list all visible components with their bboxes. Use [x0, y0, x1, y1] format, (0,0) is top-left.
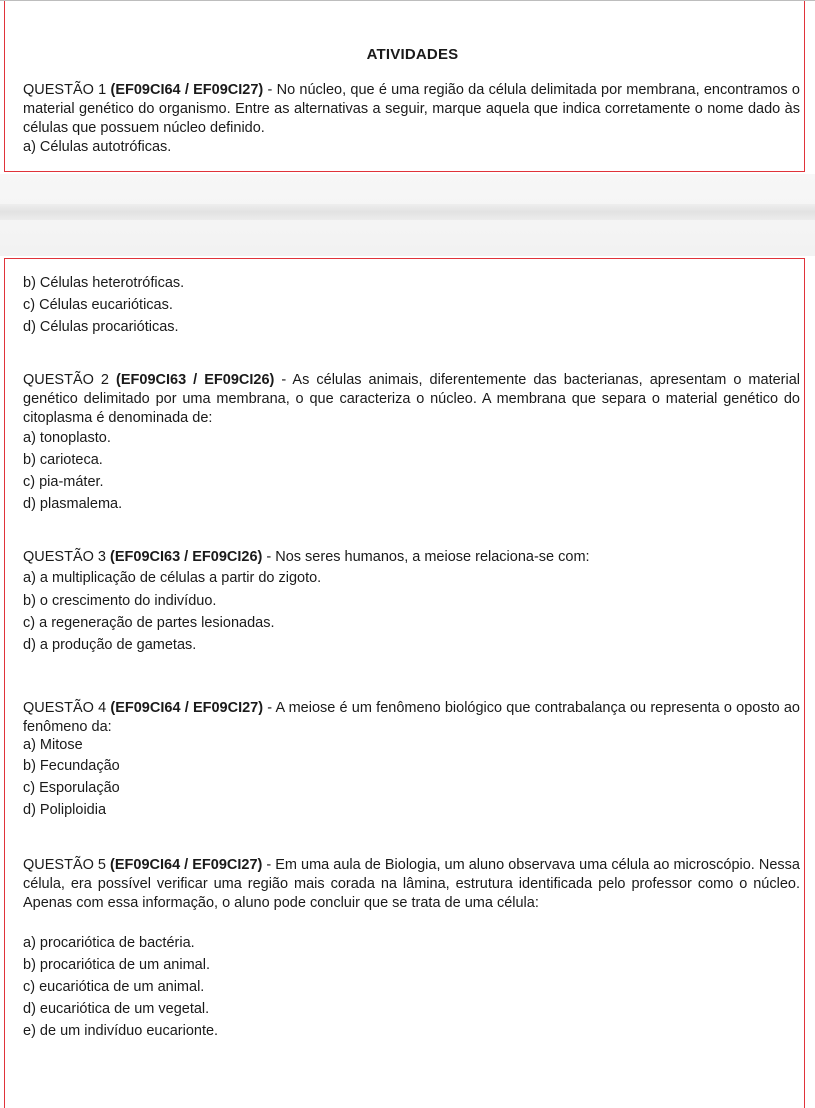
question-4-option-b: b) Fecundação — [23, 758, 120, 774]
question-5-label: QUESTÃO 5 — [23, 857, 106, 873]
question-3-codes: (EF09CI63 / EF09CI26) — [110, 549, 263, 565]
question-2-option-d: d) plasmalema. — [23, 496, 123, 512]
question-2-statement — [23, 371, 800, 428]
question-5-option-c: c) eucariótica de um animal. — [23, 979, 205, 995]
page-title: ATIVIDADES — [366, 46, 459, 63]
question-5-codes: (EF09CI64 / EF09CI27) — [110, 857, 263, 873]
question-3-option-b: b) o crescimento do indivíduo. — [23, 593, 217, 609]
question-4-option-a: a) Mitose — [23, 737, 83, 753]
question-1-codes: (EF09CI64 / EF09CI27) — [110, 82, 264, 98]
question-4-label: QUESTÃO 4 — [23, 700, 107, 716]
page-gap-shadow — [0, 204, 815, 220]
question-1-option-c: c) Células eucarióticas. — [23, 297, 173, 313]
question-1-label: QUESTÃO 1 — [23, 82, 107, 98]
question-3-label: QUESTÃO 3 — [23, 549, 106, 565]
question-5-option-a: a) procariótica de bactéria. — [23, 935, 195, 951]
question-4-option-c: c) Esporulação — [23, 780, 120, 796]
question-2-codes: (EF09CI63 / EF09CI26) — [116, 372, 275, 388]
question-4-codes: (EF09CI64 / EF09CI27) — [110, 700, 264, 716]
question-1-statement — [23, 81, 800, 138]
question-4-text: - A meiose é um fenômeno biológico que contrabalança ou representa o oposto ao fenômeno da: — [23, 700, 800, 735]
question-5-option-e: e) de um indivíduo eucarionte. — [23, 1023, 219, 1039]
question-2-option-a: a) tonoplasto. — [23, 430, 111, 446]
question-2-option-b: b) carioteca. — [23, 452, 103, 468]
question-4-statement — [23, 699, 800, 737]
question-3-option-c: c) a regeneração de partes lesionadas. — [23, 615, 275, 631]
question-5-statement — [23, 856, 800, 913]
question-5-text: - Em uma aula de Biologia, um aluno observava uma célula ao microscópio. Nessa célula, era possível verificar uma região mais corada na lâmina, estrutura identificada pelo professor como o núcleo. Apenas com essa informação, o aluno pode concluir que se trata de uma célula: — [23, 857, 800, 911]
question-3-option-a: a) a multiplicação de células a partir do zigoto. — [23, 570, 322, 586]
question-1-option-b: b) Células heterotróficas. — [23, 275, 185, 291]
question-2-label: QUESTÃO 2 — [23, 372, 109, 388]
question-2-option-c: c) pia-máter. — [23, 474, 104, 490]
question-1-option-a: a) Células autotróficas. — [23, 139, 172, 155]
question-1-option-d: d) Células procarióticas. — [23, 319, 179, 335]
question-4-option-d: d) Poliploidia — [23, 802, 107, 818]
worksheet-page-top — [4, 1, 805, 172]
question-5-option-d: d) eucariótica de um vegetal. — [23, 1001, 210, 1017]
question-2-text: - As células animais, diferentemente das bacterianas, apresentam o material genético delimitado por uma membrana, o que caracteriza o núcleo. A membrana que separa o material genético do citoplasma é denominada de: — [23, 372, 800, 426]
question-3-text: - Nos seres humanos, a meiose relaciona-se com: — [266, 549, 590, 565]
question-3-statement — [23, 548, 800, 567]
question-1-text: - No núcleo, que é uma região da célula delimitada por membrana, encontramos o material genético do organismo. Entre as alternativas a seguir, marque aquela que indica corretamente o nome dado às células que possuem núcleo definido. — [23, 82, 800, 136]
question-5-option-b: b) procariótica de um animal. — [23, 957, 210, 973]
question-3-option-d: d) a produção de gametas. — [23, 637, 197, 653]
worksheet-page-bottom — [4, 258, 805, 1108]
